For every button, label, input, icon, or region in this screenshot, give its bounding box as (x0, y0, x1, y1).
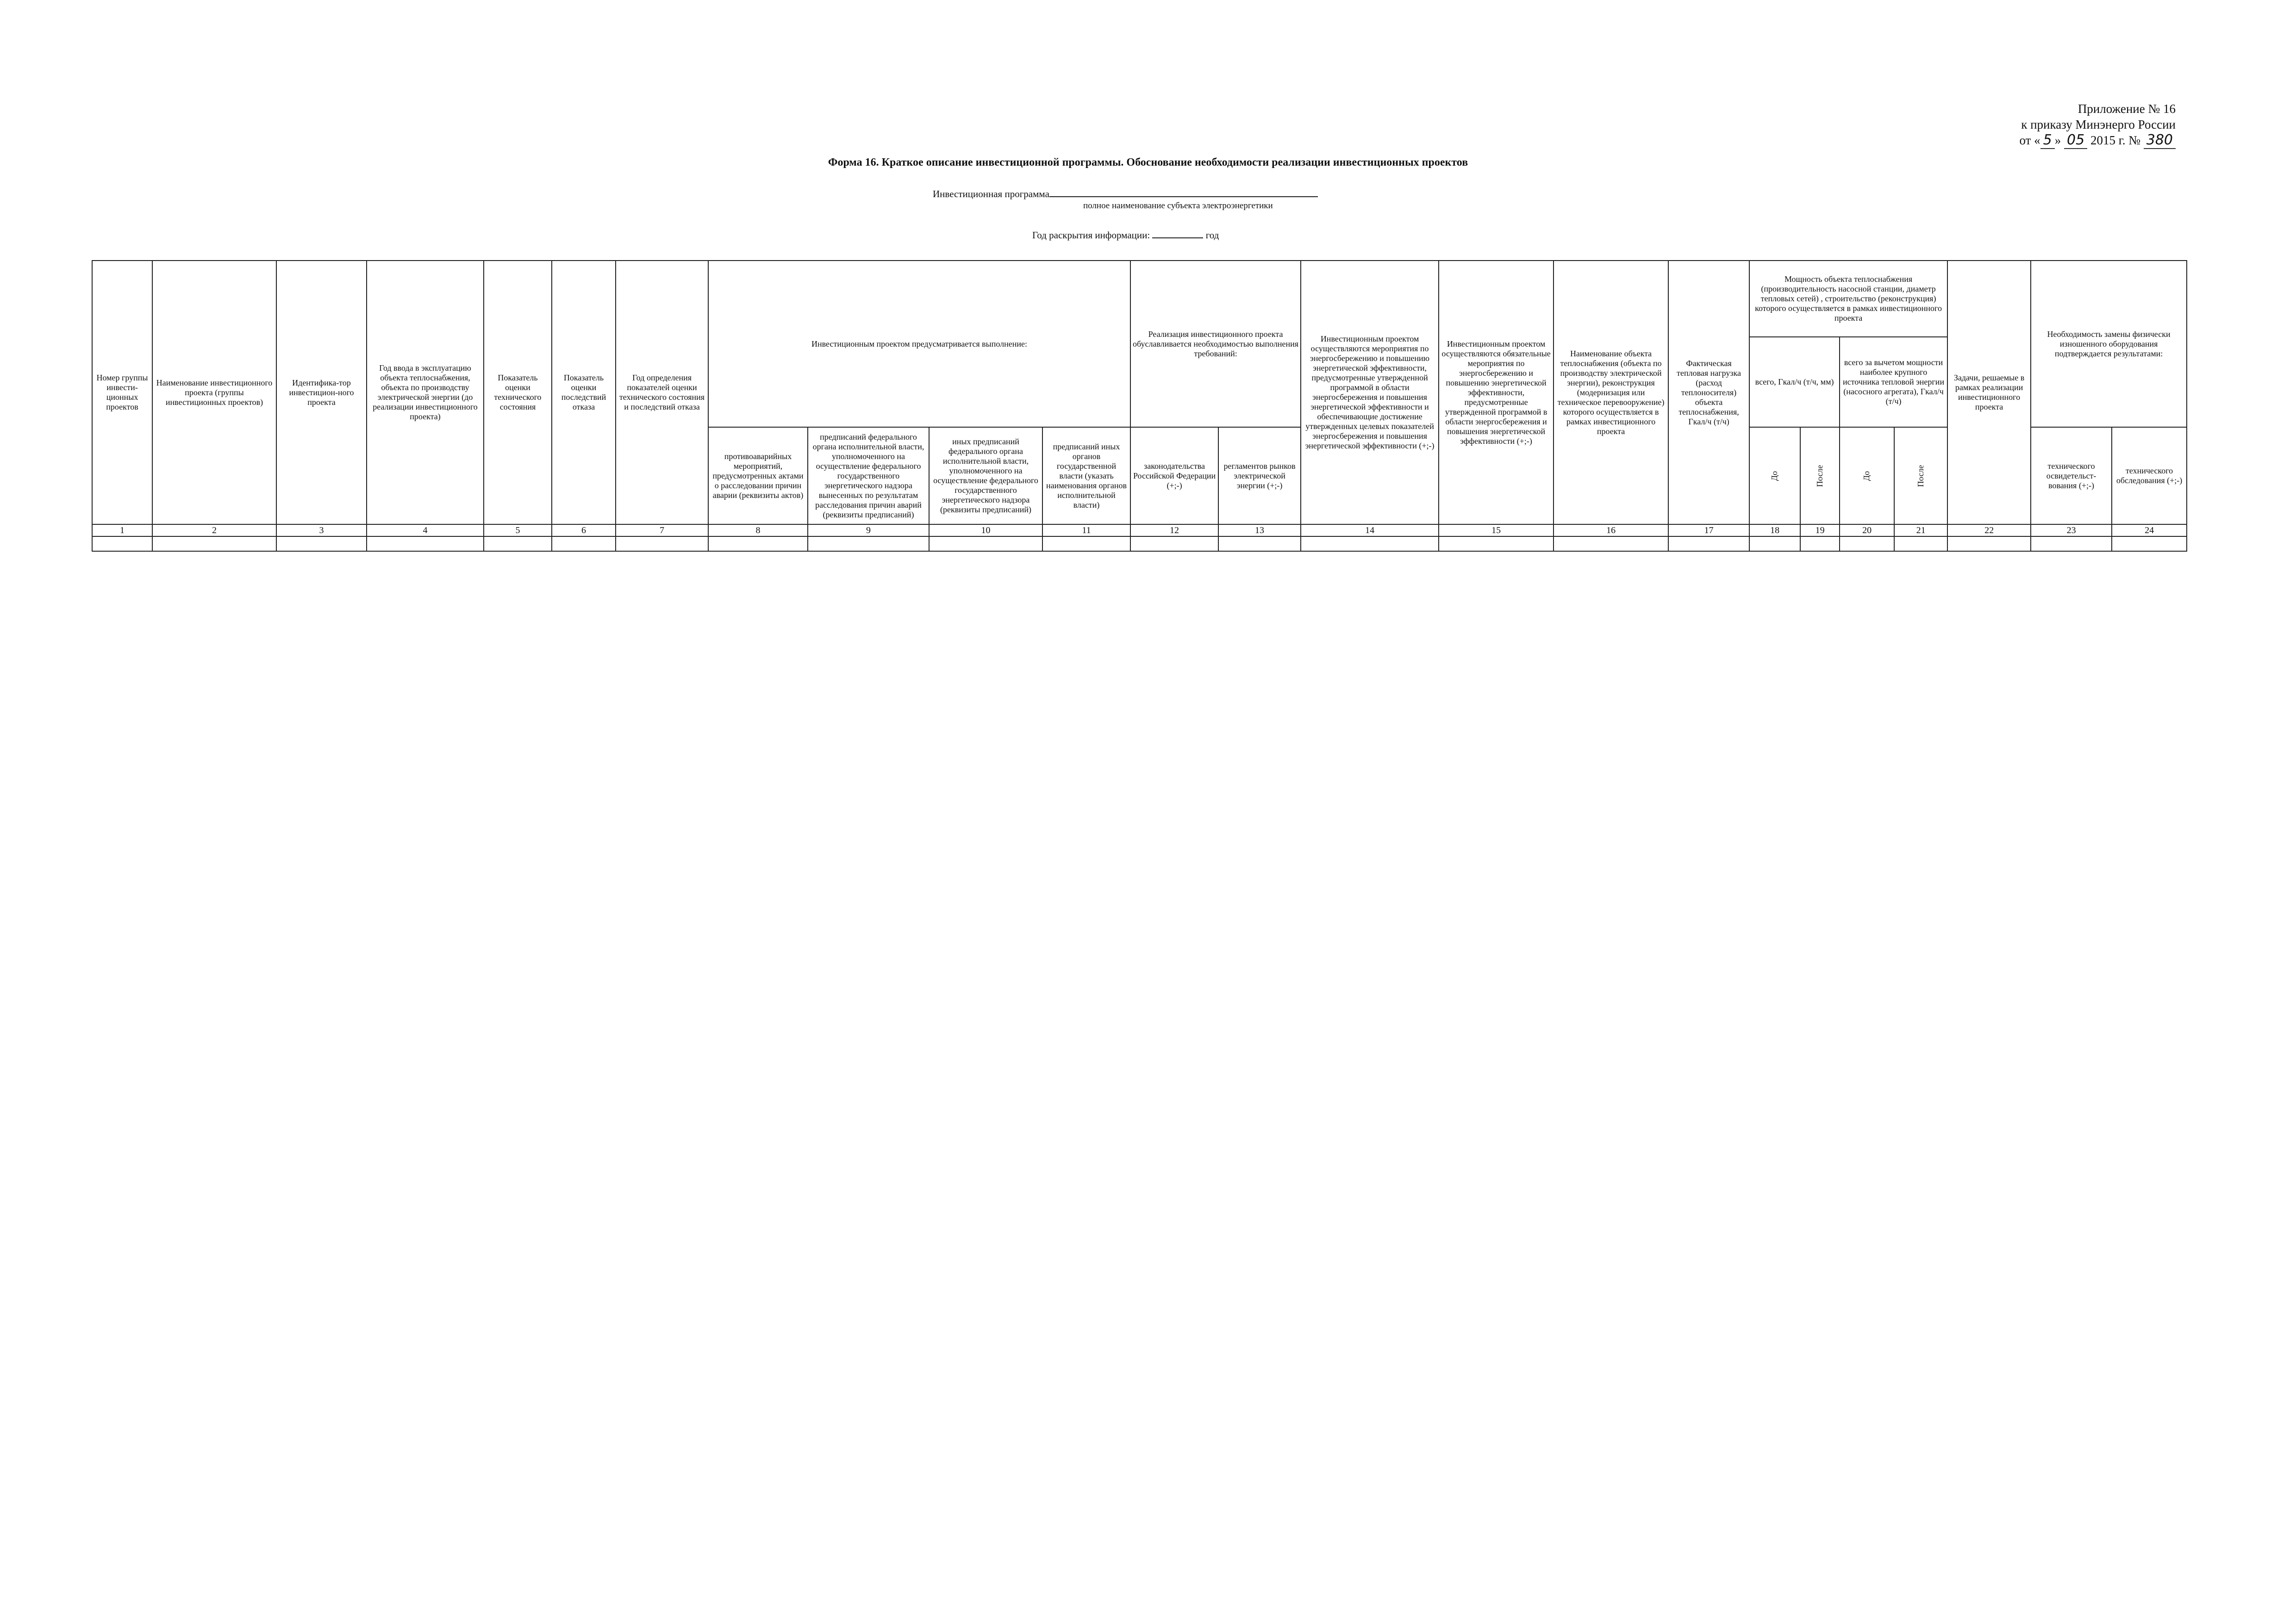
program-label: Инвестиционная программа (933, 188, 1049, 199)
header-group-number: Номер группы инвести-ционных проектов (92, 261, 152, 524)
header-energy-saving-targets: Инвестиционным проектом осуществляются мероприятия по энергосбережению и повышению энергетической эффективности, предусмотренные утвержденной программой в области энергосбережения и повышения энергетической эффективности и обеспечивающие достижение утвержденных целевых показателей энергосбережения и повышения энергетической эффективности (+;-) (1301, 261, 1439, 524)
empty-cell (2031, 536, 2112, 551)
empty-cell (276, 536, 367, 551)
empty-cell (1301, 536, 1439, 551)
empty-cell (2112, 536, 2187, 551)
appendix-title: Приложение № 16 (2078, 102, 2176, 116)
header-project-id: Идентифика-тор инвестицион-ного проекта (276, 261, 367, 524)
header-group-replacement: Необходимость замены физически изношенного оборудования подтверждается результатами: (2031, 261, 2187, 427)
col-num: 11 (1042, 524, 1130, 536)
appendix-day: 5 (2040, 132, 2055, 149)
header-energy-saving-mandatory: Инвестиционным проектом осуществляются обязательные мероприятия по энергосбережению и повышению энергетической эффективности, предусмотренные утвержденной программой в области энергосбережения и повышения энергетической эффективности (+;-) (1439, 261, 1554, 524)
col-num: 1 (92, 524, 152, 536)
col-num: 24 (2112, 524, 2187, 536)
header-technical-state: Показатель оценки технического состояния (484, 261, 552, 524)
col-num: 23 (2031, 524, 2112, 536)
col-num: 12 (1130, 524, 1218, 536)
header-before-20 (1840, 427, 1894, 524)
program-caption: полное наименование субъекта электроэнергетики (1083, 201, 1273, 211)
header-group-capacity: Мощность объекта теплоснабжения (производительность насосной станции, диаметр тепловых сетей) , строительство (реконструкция) которого осуществляется в рамках инвестиционного проекта (1749, 261, 1947, 337)
header-accident-orders: предписаний федерального органа исполнительной власти, уполномоченного на осуществление федерального государственного энергетического надзора вынесенных по результатам расследования причин аварий (реквизиты предписаний) (808, 427, 929, 524)
appendix-date-mid: » (2054, 133, 2061, 147)
empty-cell (484, 536, 552, 551)
header-actual-load: Фактическая тепловая нагрузка (расход теплоносителя) объекта теплоснабжения, Гкал/ч (т/ч) (1668, 261, 1749, 524)
empty-cell (616, 536, 708, 551)
header-capacity-total: всего, Гкал/ч (т/ч, мм) (1749, 337, 1840, 427)
empty-cell (808, 536, 929, 551)
col-num: 2 (152, 524, 276, 536)
header-before-18 (1749, 427, 1800, 524)
empty-cell (367, 536, 484, 551)
label-after: После (1916, 465, 1926, 487)
header-technical-survey: технического обследования (+;-) (2112, 427, 2187, 524)
empty-cell (1947, 536, 2031, 551)
header-project-name: Наименование инвестиционного проекта (группы инвестиционных проектов) (152, 261, 276, 524)
empty-cell (708, 536, 808, 551)
col-num: 15 (1439, 524, 1554, 536)
empty-cell (1800, 536, 1840, 551)
appendix-number: 380 (2144, 132, 2176, 149)
empty-data-row (92, 536, 2187, 551)
empty-cell (1439, 536, 1554, 551)
col-num: 5 (484, 524, 552, 536)
header-commissioning-year: Год ввода в эксплуатацию объекта теплоснабжения, объекта по производству электрической энергии (до реализации инвестиционного проекта) (367, 261, 484, 524)
label-before: До (1770, 471, 1779, 481)
empty-cell (552, 536, 616, 551)
col-num: 19 (1800, 524, 1840, 536)
col-num: 18 (1749, 524, 1800, 536)
col-num: 9 (808, 524, 929, 536)
label-before: До (1862, 471, 1872, 481)
header-market-regulations: регламентов рынков электрической энергии (+;-) (1218, 427, 1301, 524)
appendix-date-prefix: от « (2019, 133, 2040, 147)
header-capacity-net: всего за вычетом мощности наиболее крупного источника тепловой энергии (насосного агрегата), Гкал/ч (т/ч) (1840, 337, 1947, 427)
empty-cell (1218, 536, 1301, 551)
form-title: Форма 16. Краткое описание инвестиционной программы. Обоснование необходимости реализации инвестиционных проектов (828, 156, 1468, 168)
empty-cell (1554, 536, 1668, 551)
appendix-date (2019, 132, 2176, 149)
col-num: 7 (616, 524, 708, 536)
col-num: 6 (552, 524, 616, 536)
col-num: 13 (1218, 524, 1301, 536)
program-line (933, 188, 1318, 200)
appendix-block (2019, 101, 2176, 149)
header-after-19 (1800, 427, 1840, 524)
header-legislation: законодательства Российской Федерации (+;-) (1130, 427, 1218, 524)
col-num: 16 (1554, 524, 1668, 536)
col-num: 22 (1947, 524, 2031, 536)
header-tasks: Задачи, решаемые в рамках реализации инвестиционного проекта (1947, 261, 2031, 524)
header-other-authority-orders: предписаний иных органов государственной власти (указать наименования органов исполнительной власти) (1042, 427, 1130, 524)
column-number-row (92, 524, 2187, 536)
col-num: 3 (276, 524, 367, 536)
col-num: 10 (929, 524, 1042, 536)
header-group-execution: Инвестиционным проектом предусматривается выполнение: (708, 261, 1130, 427)
empty-cell (1042, 536, 1130, 551)
empty-cell (1894, 536, 1947, 551)
appendix-order: к приказу Минэнерго России (2021, 118, 2176, 131)
header-assessment-year: Год определения показателей оценки технического состояния и последствий отказа (616, 261, 708, 524)
investment-table (92, 260, 2187, 552)
empty-cell (152, 536, 276, 551)
col-num: 17 (1668, 524, 1749, 536)
col-num: 20 (1840, 524, 1894, 536)
empty-cell (1130, 536, 1218, 551)
year-blank (1152, 230, 1203, 238)
appendix-month: 05 (2064, 132, 2087, 149)
label-after: После (1815, 465, 1825, 487)
empty-cell (1668, 536, 1749, 551)
header-other-orders: иных предписаний федерального органа исполнительной власти, уполномоченного на осуществление федерального государственного энергетического надзора (реквизиты предписаний) (929, 427, 1042, 524)
header-technical-inspection: технического освидетельст-вования (+;-) (2031, 427, 2112, 524)
header-group-requirements: Реализация инвестиционного проекта обуславливается необходимостью выполнения требований: (1130, 261, 1301, 427)
col-num: 4 (367, 524, 484, 536)
header-failure-consequences: Показатель оценки последствий отказа (552, 261, 616, 524)
year-label: Год раскрытия информации: (1032, 230, 1150, 241)
empty-cell (92, 536, 152, 551)
appendix-year-number-label: 2015 г. № (2090, 133, 2140, 147)
col-num: 8 (708, 524, 808, 536)
empty-cell (1749, 536, 1800, 551)
empty-cell (929, 536, 1042, 551)
disclosure-year-line (1032, 230, 1219, 241)
year-suffix: год (1205, 230, 1219, 241)
empty-cell (1840, 536, 1894, 551)
header-emergency-measures: противоаварийных мероприятий, предусмотренных актами о расследовании причин аварии (реквизиты актов) (708, 427, 808, 524)
col-num: 14 (1301, 524, 1439, 536)
header-after-21 (1894, 427, 1947, 524)
program-blank (1049, 188, 1318, 197)
header-facility-name: Наименование объекта теплоснабжения (объекта по производству электрической энергии), реконструкция (модернизация или техническое перевооружение) которого осуществляется в рамках инвестиционного проекта (1554, 261, 1668, 524)
col-num: 21 (1894, 524, 1947, 536)
